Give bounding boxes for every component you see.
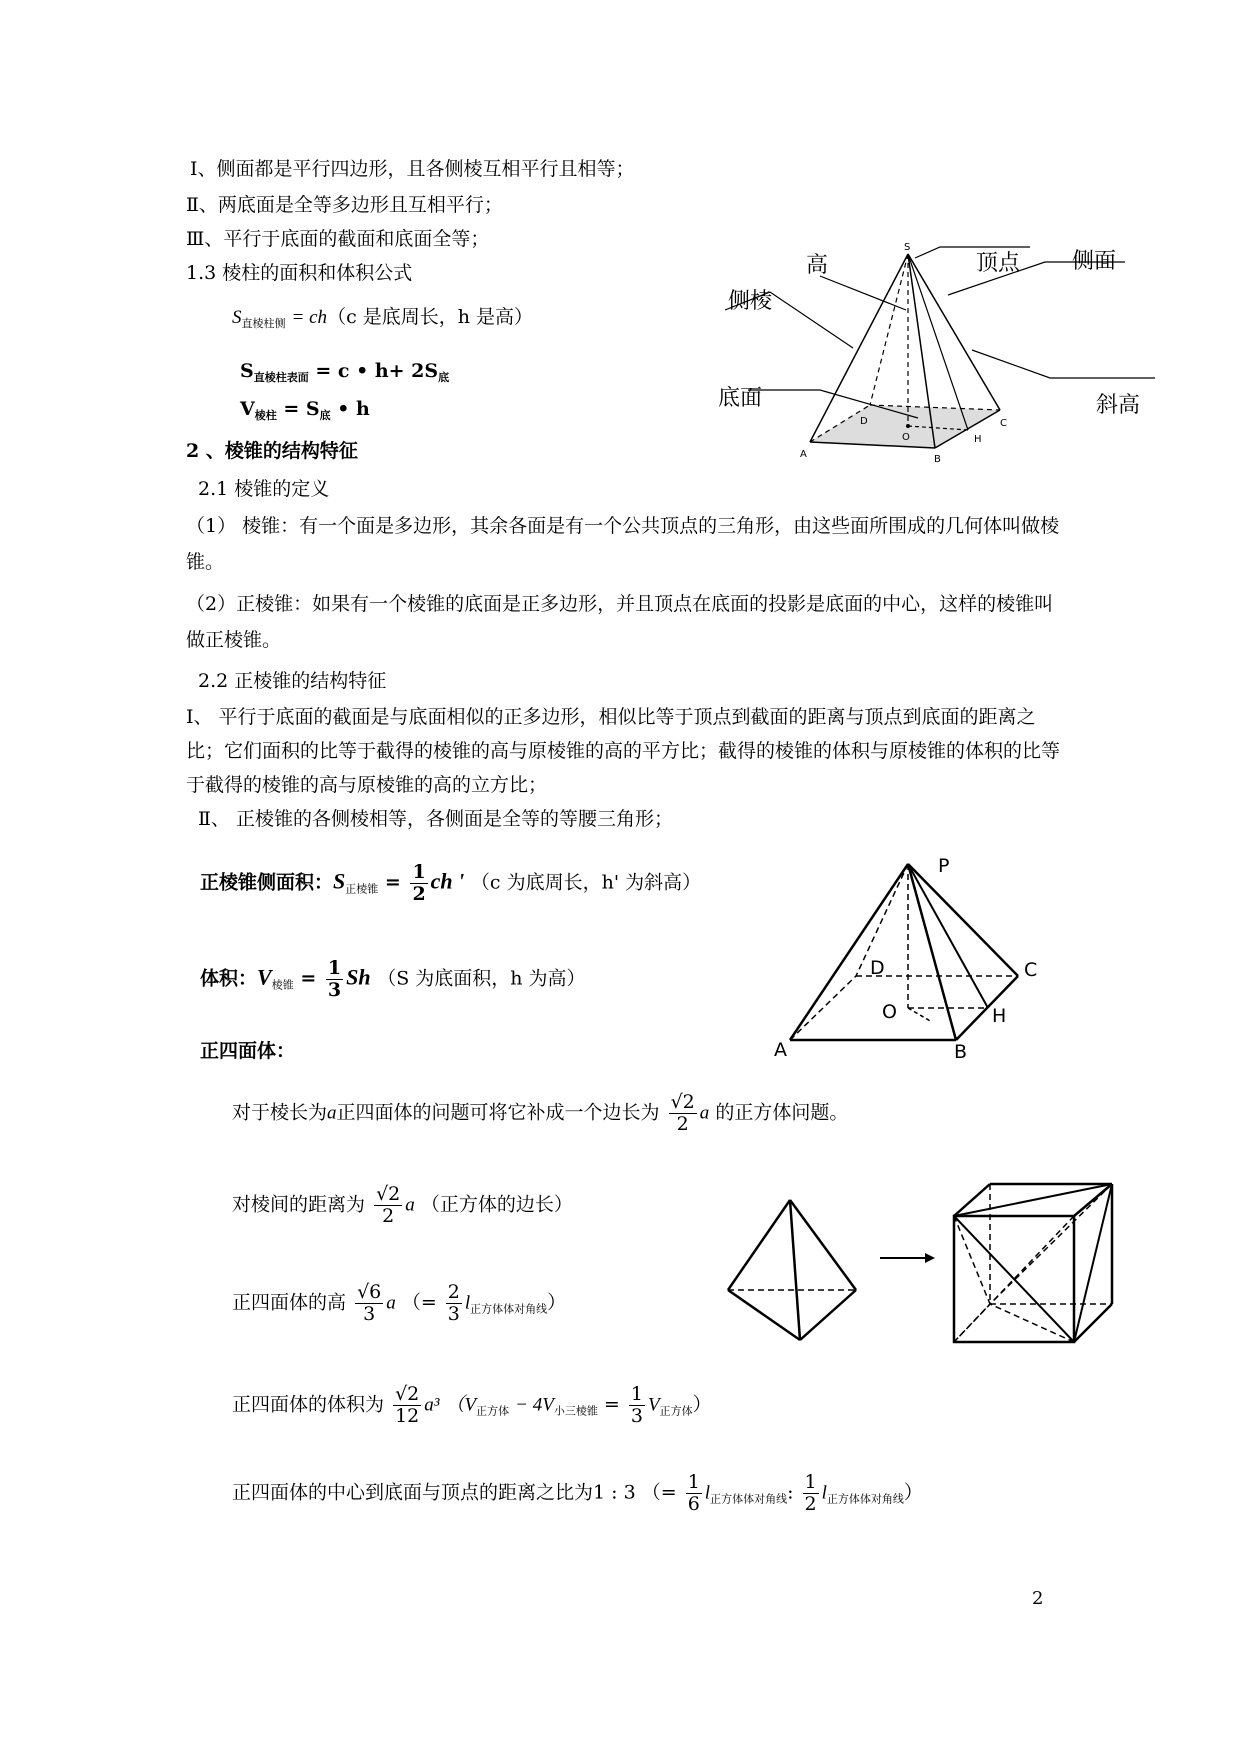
label-xiegao: 斜高 [1096,393,1141,418]
edge-SD [870,254,908,405]
label-B: B [954,1041,968,1060]
tetra-to-cube-diagram [720,1180,1130,1360]
definition-pyramid: （1） 棱锥：有一个面是多边形，其余各面是有一个公共顶点的三角形，由这些面所围成的几何体叫做棱锥。 [186,515,1060,573]
edge-PB [908,864,956,1040]
edge-AD [790,976,856,1040]
pyramid-pabcd-diagram [770,850,1060,1060]
label-H: H [992,1005,1007,1027]
label-P: P [938,855,950,877]
section-heading-text: 1.3 棱柱的面积和体积公式 [186,262,413,284]
fraction-root2-over-12: $\frac{√2}{12}$ [395,1383,420,1427]
label-S: S [904,242,911,253]
tetra-line-5: 正四面体的中心到底面与顶点的距离之比为1 : 3 （= $\frac{1}{6}$ $l_{正方体体对角线}$: $\frac{1}{2}$ $l_{正方体体对角线}$） [232,1471,923,1515]
label-H: H [974,434,982,445]
segment-OB [908,1008,932,1022]
tetra-line-4: 正四面体的体积为 $\frac{√2}{12}$ a³ （$V_{正方体} - 4V_{小三棱锥}$ = $\frac{1}{3}$ $V_{正方体}$） [232,1383,712,1427]
subheading-2-1: 2.1 棱锥的定义 [198,478,330,500]
section-heading-1-3 [186,258,412,285]
edge-PH [908,864,988,1008]
prism-property-2: Ⅱ、两底面是全等多边形且互相平行； [186,194,503,216]
fraction-one-half: $\frac{1}{2}$ [412,861,426,905]
fraction-one-half: $\frac{1}{2}$ [804,1471,817,1515]
definition-regular-pyramid: （2）正棱锥：如果有一个棱锥的底面是正多边形，并且顶点在底面的投影是底面的中心，这样的棱锥叫做正棱锥。 [186,593,1054,651]
tetra-edge-2 [790,1200,856,1290]
label-cemian: 侧面 [1072,249,1117,274]
point-O [906,424,910,428]
tetra-edge-5 [800,1290,856,1340]
label-B: B [934,454,941,465]
fraction-two-thirds: $\frac{2}{3}$ [447,1281,460,1325]
label-dingdian: 顶点 [976,251,1021,276]
label-O: O [902,432,910,443]
label-D: D [870,957,885,979]
prism-property-1: Ⅰ、侧面都是平行四边形，且各侧棱互相平行且相等； [190,158,635,180]
tetra-line-3: 正四面体的高 $\frac{√6}{3}$ a （= $\frac{2}{3}$ $l_{正方体体对角线}$） [232,1281,567,1325]
callout-xiegao [972,350,1155,378]
tetra-edge-4 [728,1290,800,1340]
formula-prism-volume: $V_{棱柱} = S_底$ • h [240,398,370,422]
label-celeng: 侧棱 [728,289,773,314]
subheading-2-2: 2.2 正棱锥的结构特征 [198,670,387,692]
label-A: A [774,1039,787,1060]
label-O: O [882,1001,897,1023]
tetra-edge-3 [790,1200,800,1340]
fraction-root2-over-2: $\frac{√2}{2}$ [670,1091,695,1135]
inner-tetra-edge-4 [954,1216,990,1304]
label-C: C [1024,959,1038,981]
tetra-heading: 正四面体： [200,1040,296,1062]
labeled-pyramid-diagram [700,240,1170,470]
inner-tetra-edge-3 [1074,1184,1112,1342]
cube-edge-tl [954,1184,990,1216]
label-dimian: 底面 [718,386,763,411]
formula-surface-area: $S_{直棱柱表面} = c$ • $h+ 2S_底$ [240,360,450,384]
page-number: 2 [1032,1588,1044,1609]
formula-lateral-area: $S_{直棱柱侧} = ch(c$ 是底周长，h 是高） [232,306,534,330]
label-D: D [860,416,868,427]
feature-1: Ⅰ、 平行于底面的截面是与底面相似的正多边形，相似比等于顶点到截面的距离与顶点到底面的距离之比；它们面积的比等于截得的棱锥的高与原棱锥的高的平方比；截得的棱锥的体积与原棱锥的体积的比等于截得的棱锥的高与原棱锥的高的立方比； [186,706,1061,796]
inner-tetra-edge-2 [954,1216,1074,1342]
prism-property-3: Ⅲ、平行于底面的截面和底面全等； [186,228,490,250]
fraction-root2-over-2: $\frac{√2}{2}$ [376,1183,401,1227]
feature-2: Ⅱ、 正棱锥的各侧棱相等，各侧面是全等的等腰三角形； [198,808,673,830]
cube-edge-bl [954,1304,990,1342]
label-C: C [1000,418,1007,429]
inner-tetra-edge-6 [990,1304,1074,1342]
formula-pyramid-volume: 体积：$V_{棱锥}$ = $\frac{1}{3}$ Sh （S 为底面积，h 为高） [200,957,586,1001]
section-heading-2: 2 、棱锥的结构特征 [186,440,358,462]
tetra-line-1: 对于棱长为a正四面体的问题可将它补成一个边长为 $\frac{√2}{2}$ a 的正方体问题。 [232,1091,849,1135]
edge-SH [908,254,968,430]
edge-SC [908,254,1000,410]
label-gao: 高 [806,253,829,278]
fraction-one-third: $\frac{1}{3}$ [327,957,342,1001]
formula-lateral-area-pyramid: 正棱锥侧面积：$S_{正棱锥}$ = $\frac{1}{2}$ ch ' （c 为底周长，h' 为斜高） [200,861,702,905]
arrow-right-icon [925,1253,935,1263]
fraction-one-sixth: $\frac{1}{6}$ [687,1471,700,1515]
tetra-edge-1 [728,1200,790,1290]
cube-edge-br [1074,1304,1112,1342]
inner-tetra-edge-1 [954,1184,1112,1216]
label-A: A [800,449,807,460]
fraction-root6-over-3: $\frac{√6}{3}$ [357,1281,382,1325]
fraction-one-third: $\frac{1}{3}$ [630,1383,643,1427]
tetra-line-2: 对棱间的距离为 $\frac{√2}{2}$ a （正方体的边长） [232,1183,573,1227]
